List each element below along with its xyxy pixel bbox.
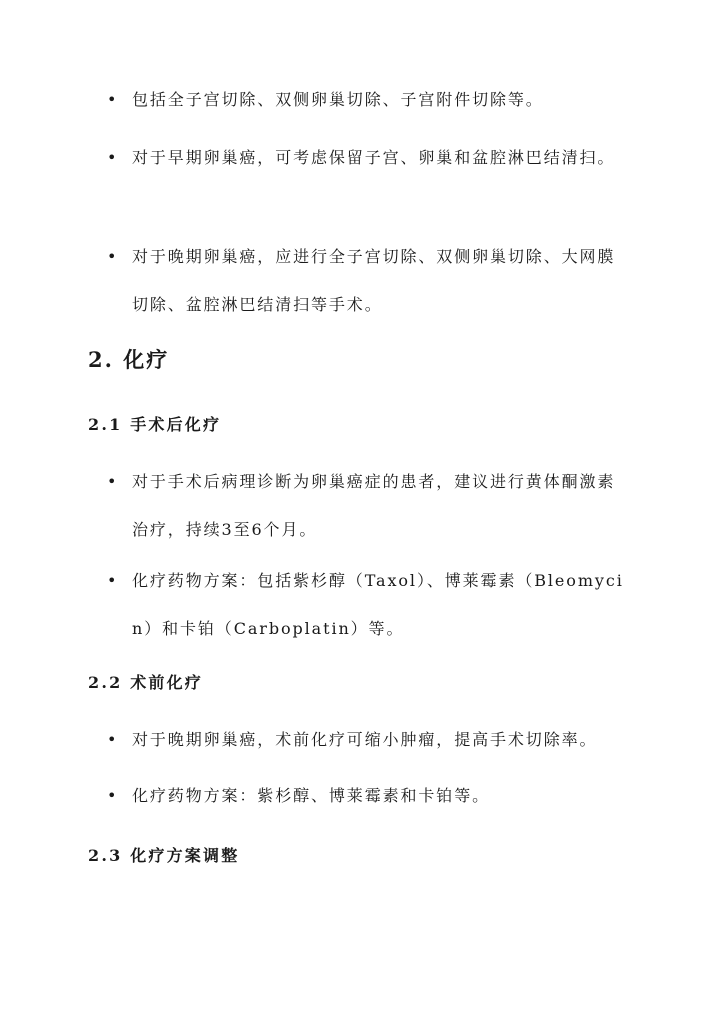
list-item	[107, 233, 627, 329]
bullet-icon: •	[107, 148, 117, 167]
bullet-icon: •	[107, 571, 117, 590]
bullet-icon: •	[107, 730, 117, 749]
list-item-text: 对于晚期卵巢癌，术前化疗可缩小肿瘤，提高手术切除率。	[132, 730, 598, 749]
list-item-text: 化疗药物方案：紫杉醇、博莱霉素和卡铂等。	[132, 786, 491, 805]
bullet-icon: •	[107, 90, 117, 109]
list-item-text: 对于手术后病理诊断为卵巢癌症的患者，建议进行黄体酮激素治疗，持续3至6个月。	[132, 472, 616, 539]
subsection-heading: 2.1 手术后化疗	[88, 415, 222, 434]
bullet-icon: •	[107, 786, 117, 805]
list-item	[107, 76, 627, 124]
list-item	[107, 772, 627, 820]
list-item-text: 对于晚期卵巢癌，应进行全子宫切除、双侧卵巢切除、大网膜切除、盆腔淋巴结清扫等手术。	[132, 247, 616, 314]
subsection-heading: 2.2 术前化疗	[88, 673, 204, 692]
bullet-icon: •	[107, 247, 117, 266]
list-item	[107, 458, 627, 554]
list-item-text: 包括全子宫切除、双侧卵巢切除、子宫附件切除等。	[132, 90, 544, 109]
list-item	[107, 716, 627, 764]
section-heading: 2. 化疗	[88, 347, 170, 372]
list-item-text: 化疗药物方案：包括紫杉醇（Taxol）、博莱霉素（Bleomycin）和卡铂（Carboplatin）等。	[132, 571, 624, 638]
list-item-text: 对于早期卵巢癌，可考虑保留子宫、卵巢和盆腔淋巴结清扫。	[132, 148, 616, 167]
list-item	[107, 134, 627, 182]
bullet-icon: •	[107, 472, 117, 491]
list-item	[107, 557, 627, 653]
subsection-heading: 2.3 化疗方案调整	[88, 846, 240, 865]
